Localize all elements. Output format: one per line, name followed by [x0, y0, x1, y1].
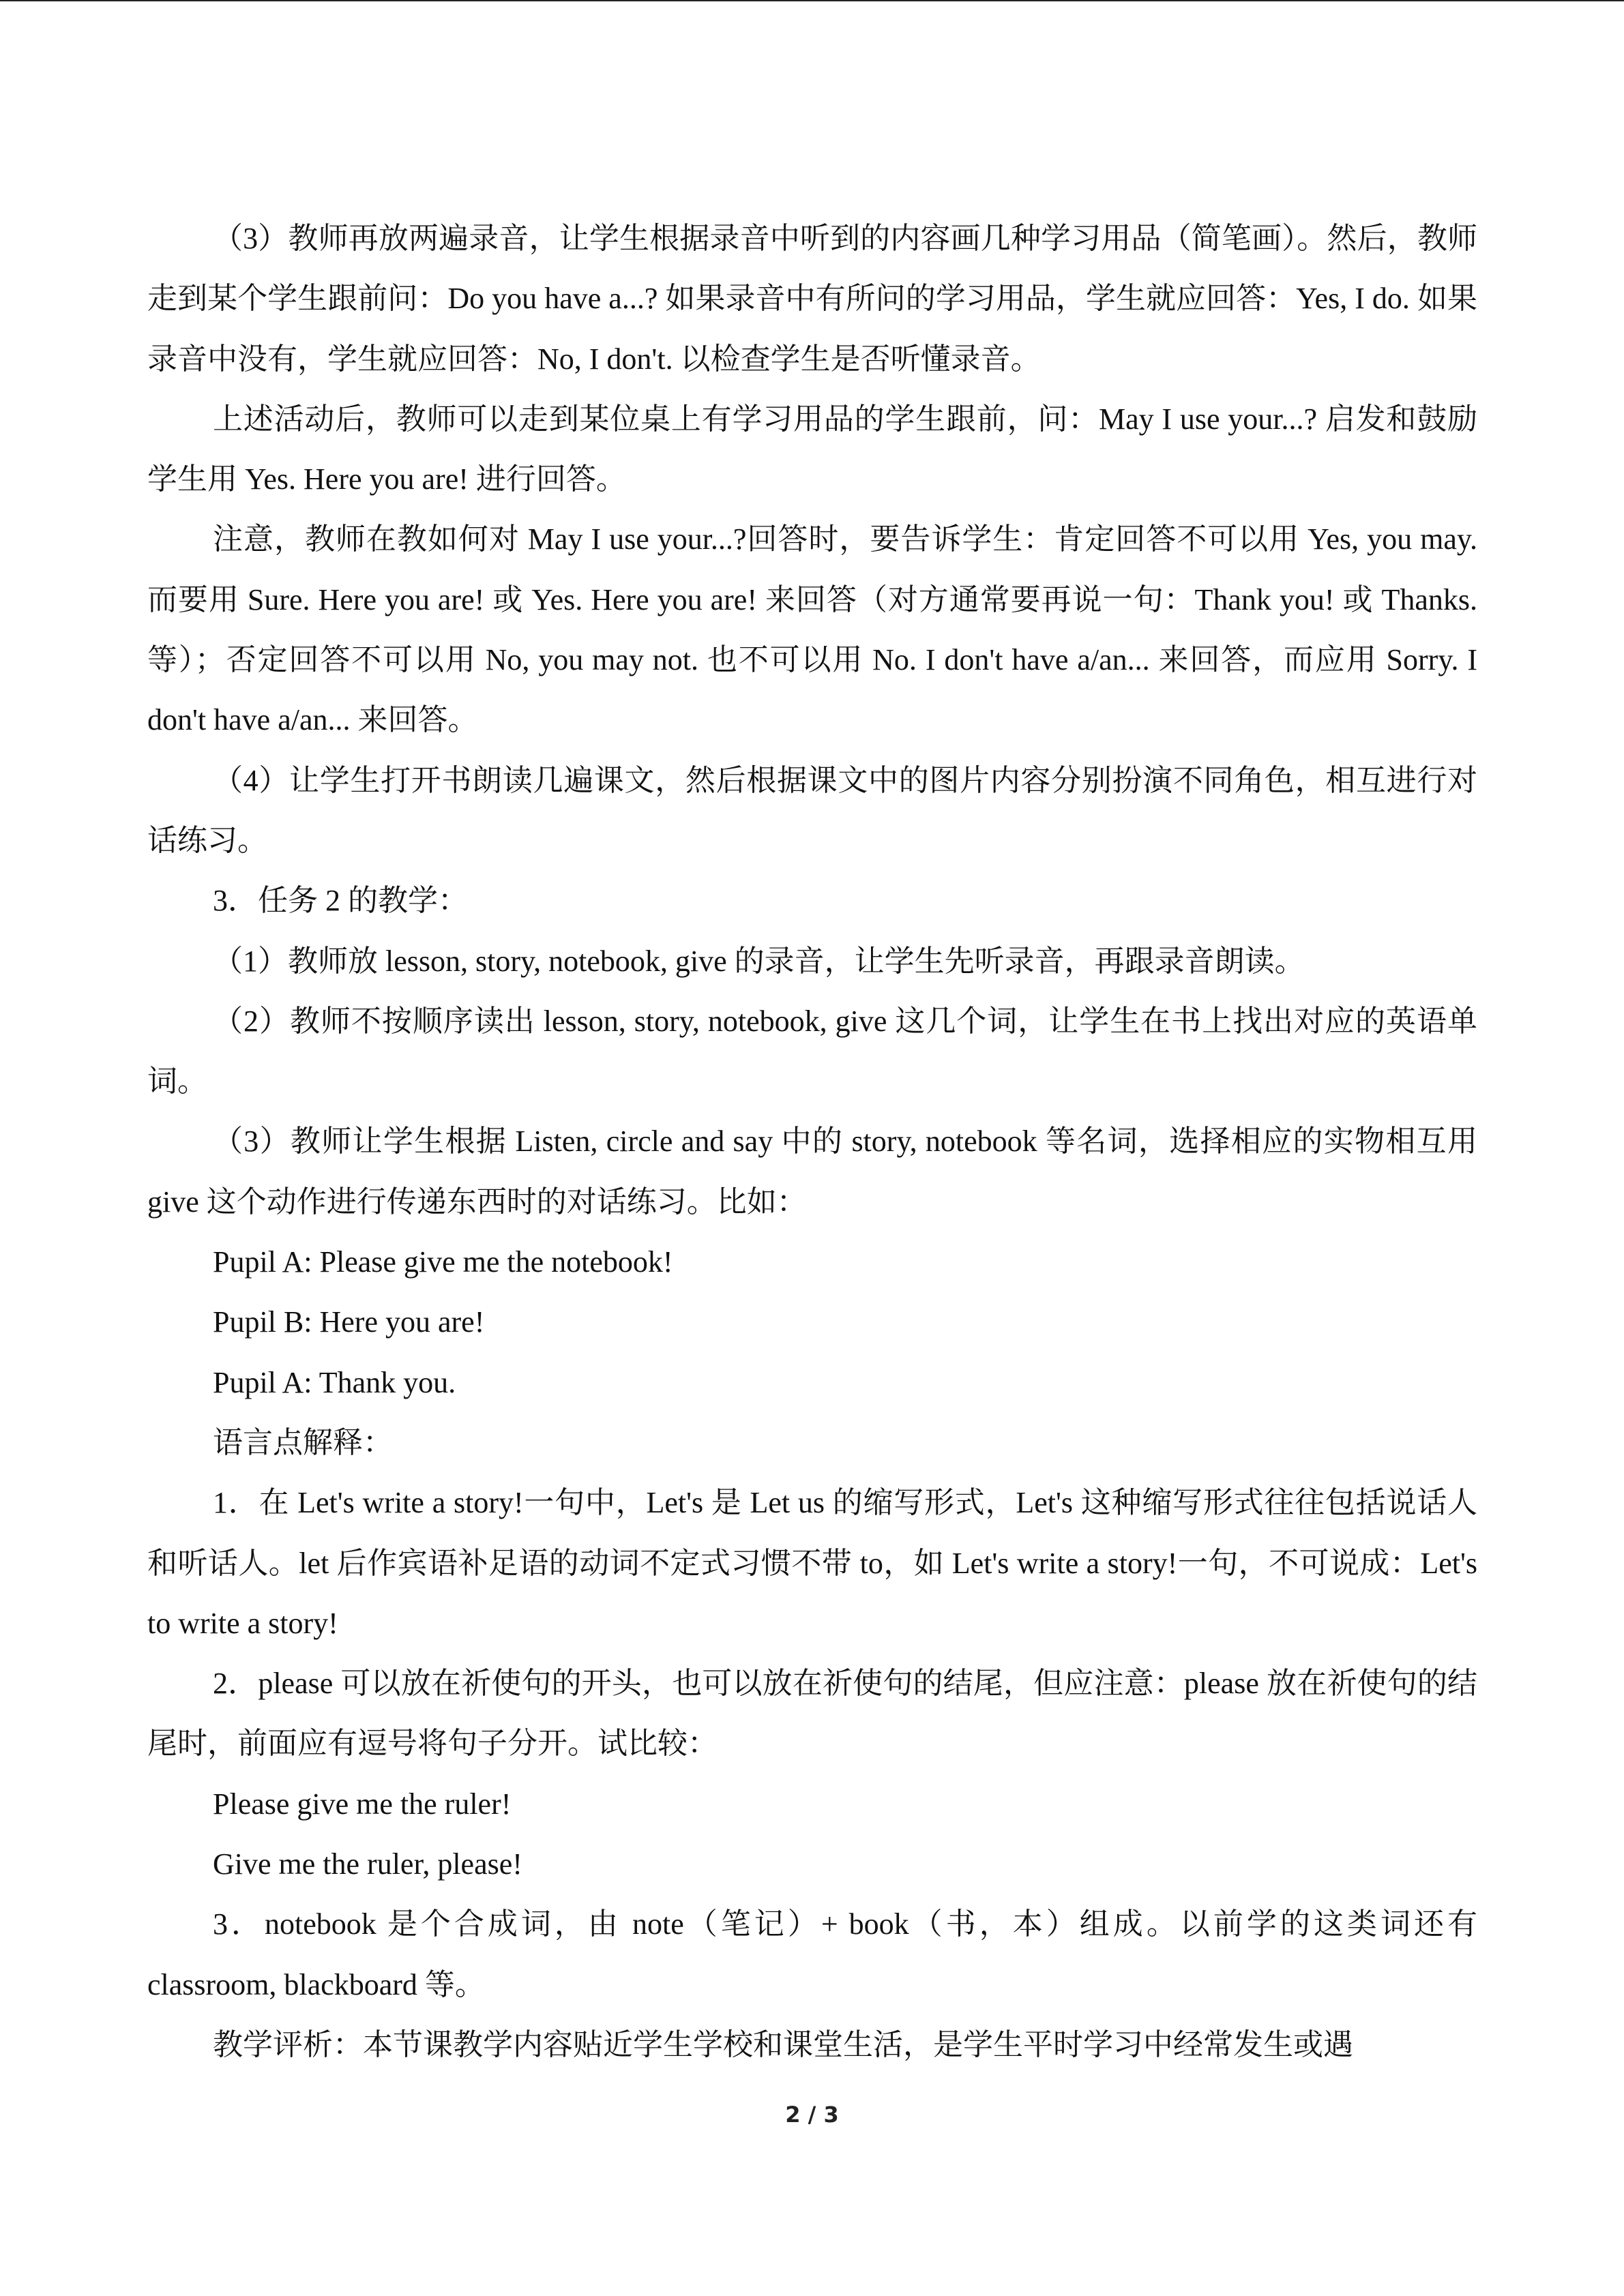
paragraph-language-point-2: 2．please 可以放在祈使句的开头，也可以放在祈使句的结尾，但应注意：please 放在祈使句的结尾时，前面应有逗号将句子分开。试比较： — [147, 1667, 1477, 1761]
paragraph-task2-step-3: （3）教师让学生根据 Listen, circle and say 中的 story, notebook 等名词，选择相应的实物相互用 give 这个动作进行传递东西时的对话练习。比如： — [147, 1124, 1477, 1219]
paragraph-language-point-1: 1．在 Let's write a story!一句中，Let's 是 Let us 的缩写形式，Let's 这种缩写形式往往包括说话人和听话人。let 后作宾语补足语的动词不定式习惯不带 to，如 Let's write a story!一句，不可说成：Let's to write a story! — [147, 1486, 1477, 1640]
paragraph-language-point-3: 3．notebook 是个合成词，由 note（笔记）+ book（书，本）组成。以前学的这类词还有 classroom, blackboard 等。 — [147, 1907, 1477, 2001]
document-body — [147, 209, 1477, 2075]
paragraph-activity-4: （4）让学生打开书朗读几遍课文，然后根据课文中的图片内容分别扮演不同角色，相互进行对话练习。 — [147, 763, 1477, 857]
heading-task-2: 3．任务 2 的教学： — [213, 884, 468, 918]
paragraph-task2-step-1: （1）教师放 lesson, story, notebook, give 的录音，让学生先听录音，再跟录音朗读。 — [213, 944, 1305, 978]
dialogue-line-pupil-b: Pupil B: Here you are! — [213, 1305, 485, 1339]
heading-language-points: 语言点解释： — [213, 1425, 393, 1459]
paragraph-activity-3: （3）教师再放两遍录音，让学生根据录音中听到的内容画几种学习用品（简笔画）。然后，教师走到某个学生跟前问：Do you have a...? 如果录音中有所问的学习用品，学生就应回答：Yes, I do. 如果录音中没有，学生就应回答：No, I don't. 以检查学生是否听懂录音。 — [147, 222, 1477, 376]
example-sentence-2: Give me the ruler, please! — [213, 1847, 522, 1881]
paragraph-note: 注意，教师在教如何对 May I use your...?回答时，要告诉学生：肯定回答不可以用 Yes, you may. 而要用 Sure. Here you are! 或 Yes. Here you are! 来回答（对方通常要再说一句：Thank you! 或 Thanks. 等）；否定回答不可以用 No, you may not. 也不可以用 No. I don't have a/an... 来回答，而应用 Sorry. I don't have a/an... 来回答。 — [147, 522, 1477, 737]
paragraph-follow-up: 上述活动后，教师可以走到某位桌上有学习用品的学生跟前，问：May I use your...? 启发和鼓励学生用 Yes. Here you are! 进行回答。 — [147, 402, 1477, 496]
dialogue-line-pupil-a-2: Pupil A: Thank you. — [213, 1365, 456, 1399]
example-sentence-1: Please give me the ruler! — [213, 1787, 512, 1821]
page-number: 2 / 3 — [785, 2102, 839, 2128]
page-top-border — [0, 0, 1624, 1]
paragraph-task2-step-2: （2）教师不按顺序读出 lesson, story, notebook, give 这几个词，让学生在书上找出对应的英语单词。 — [147, 1004, 1477, 1099]
paragraph-teaching-analysis: 教学评析：本节课教学内容贴近学生学校和课堂生活，是学生平时学习中经常发生或遇 — [213, 2027, 1353, 2061]
dialogue-line-pupil-a-1: Pupil A: Please give me the notebook! — [213, 1245, 673, 1279]
